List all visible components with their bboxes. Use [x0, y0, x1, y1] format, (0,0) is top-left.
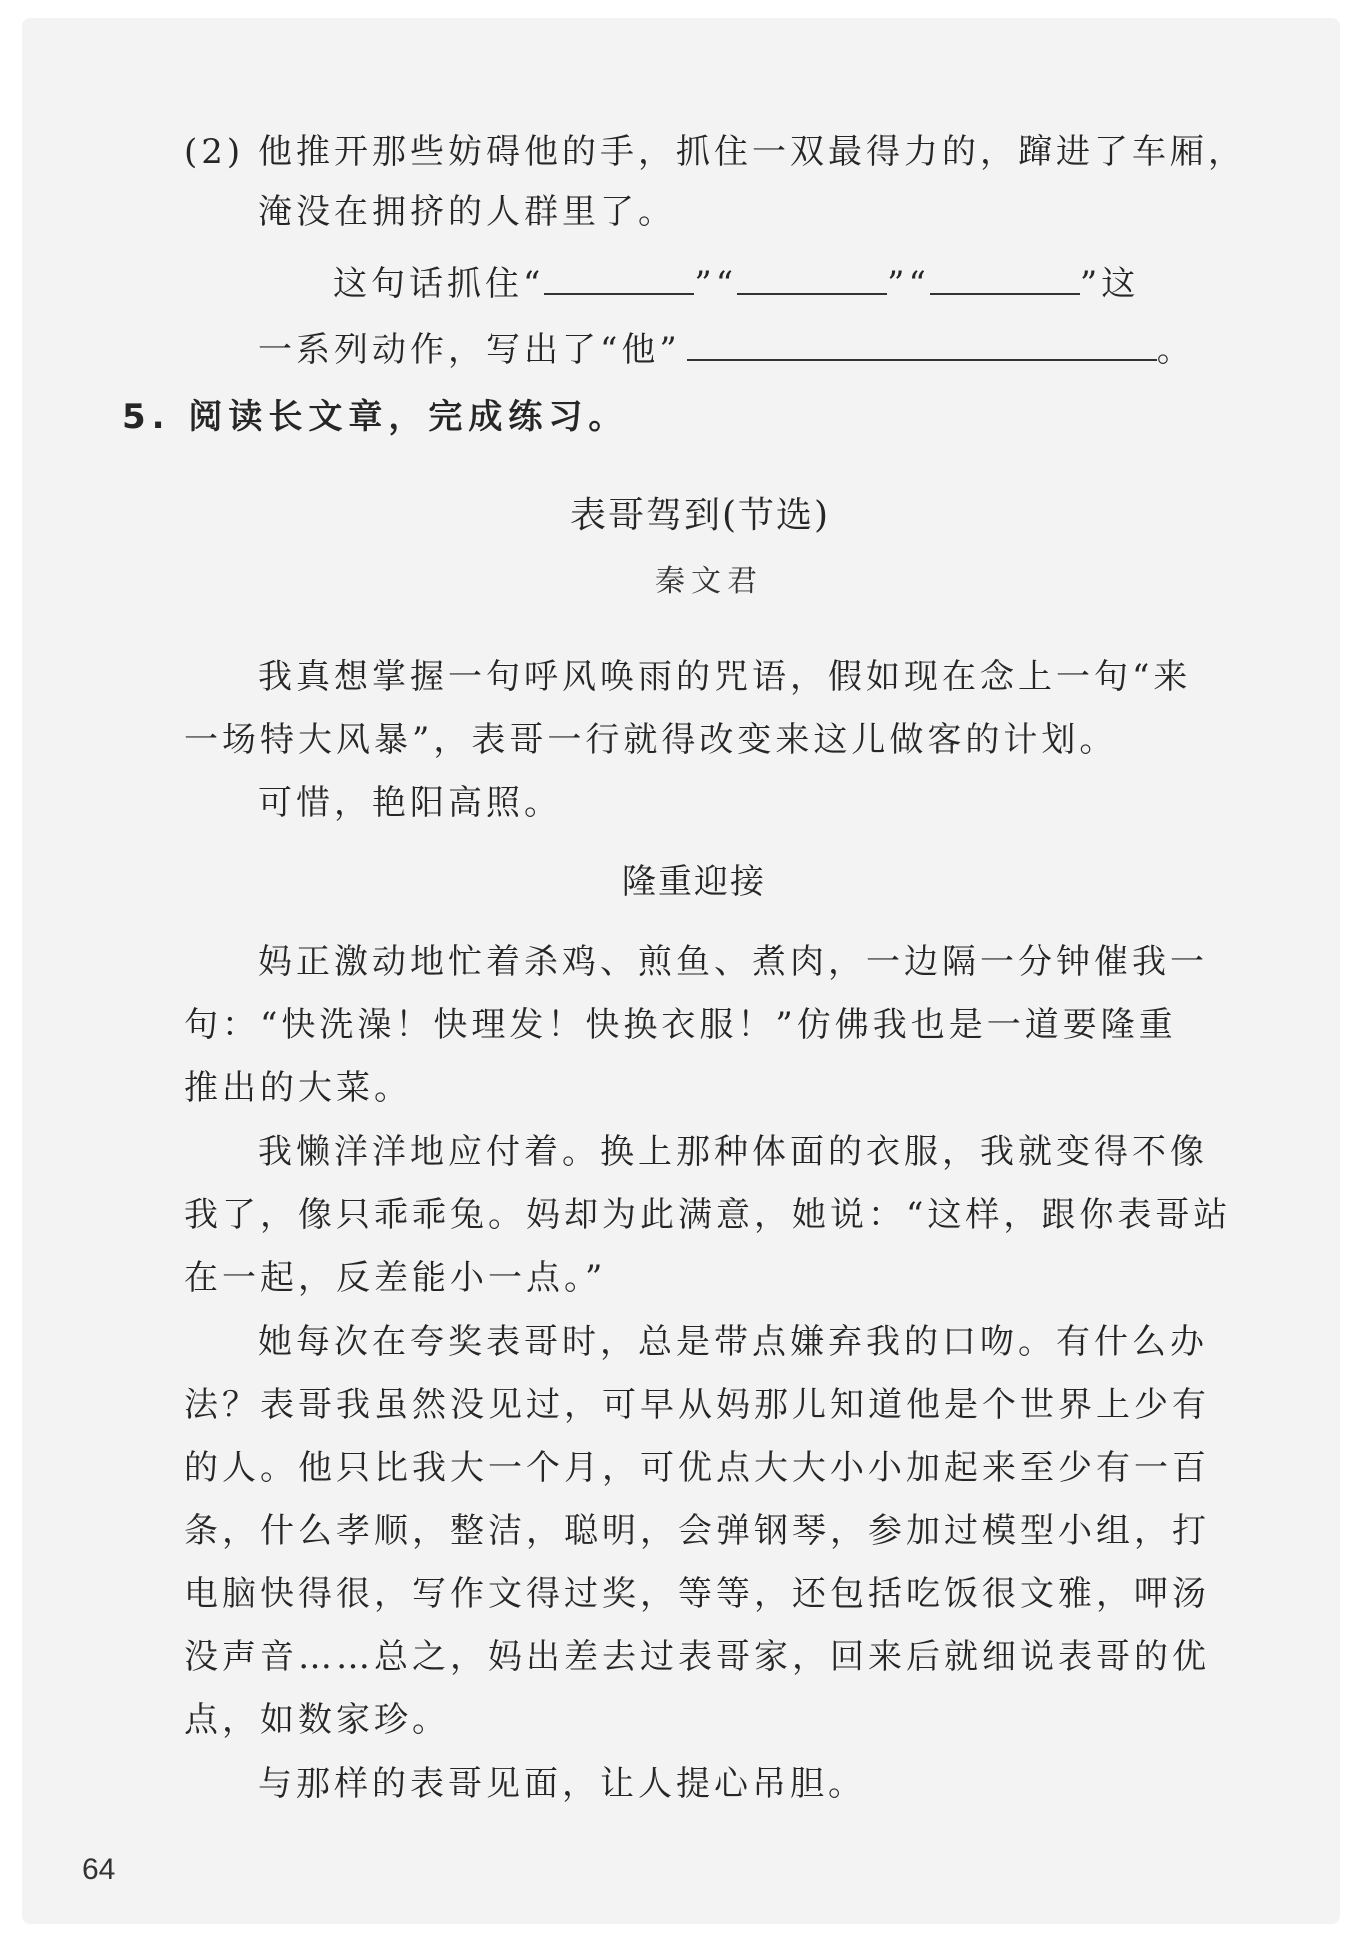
item-text-line-1: 他推开那些妨碍他的手，抓住一双最得力的，蹿进了车厢， — [258, 132, 1246, 172]
article-title: 表哥驾到(节选) — [570, 495, 831, 536]
fill-in-line-1 — [333, 262, 1139, 306]
paragraph-line: 在一起，反差能小一点。” — [184, 1258, 607, 1298]
section-title: 隆重迎接 — [622, 862, 766, 902]
fill-text: 一系列动作，写出了“他” — [258, 330, 681, 370]
answer-blank-1[interactable] — [544, 263, 694, 295]
paragraph-line: 可惜，艳阳高照。 — [258, 783, 562, 823]
article-author: 秦文君 — [655, 564, 763, 599]
fill-text: 。 — [1156, 330, 1195, 370]
paragraph-line: 点，如数家珍。 — [184, 1700, 450, 1740]
answer-blank-2[interactable] — [737, 263, 887, 295]
question-5-heading: 5. 阅读长文章，完成练习。 — [122, 397, 629, 437]
item-text-line-2: 淹没在拥挤的人群里了。 — [258, 192, 676, 232]
fill-text: ”“ — [887, 264, 930, 304]
paragraph-line: 我真想掌握一句呼风唤雨的咒语，假如现在念上一句“来 — [258, 657, 1192, 697]
page-number: 64 — [82, 1853, 116, 1886]
paragraph-line: 与那样的表哥见面，让人提心吊胆。 — [258, 1764, 866, 1804]
paragraph-line: 一场特大风暴”，表哥一行就得改变来这儿做客的计划。 — [184, 720, 1118, 760]
fill-text: ”这 — [1079, 264, 1140, 304]
answer-blank-3[interactable] — [930, 263, 1080, 295]
paragraph-line: 她每次在夸奖表哥时，总是带点嫌弃我的口吻。有什么办 — [258, 1322, 1208, 1362]
paragraph-line: 我懒洋洋地应付着。换上那种体面的衣服，我就变得不像 — [258, 1132, 1208, 1172]
paragraph-line: 句：“快洗澡！快理发！快换衣服！”仿佛我也是一道要隆重 — [184, 1005, 1177, 1045]
paragraph-line: 法？表哥我虽然没见过，可早从妈那儿知道他是个世界上少有 — [184, 1385, 1210, 1425]
answer-blank-4[interactable] — [687, 329, 1157, 361]
paragraph-line: 妈正激动地忙着杀鸡、煎鱼、煮肉，一边隔一分钟催我一 — [258, 942, 1208, 982]
item-label: (2) — [184, 132, 245, 172]
paragraph-line: 的人。他只比我大一个月，可优点大大小小加起来至少有一百 — [184, 1448, 1210, 1488]
paragraph-line: 条，什么孝顺，整洁，聪明，会弹钢琴，参加过模型小组，打 — [184, 1511, 1210, 1551]
paragraph-line: 电脑快得很，写作文得过奖，等等，还包括吃饭很文雅，呷汤 — [184, 1574, 1210, 1614]
fill-text: 这句话抓住“ — [333, 264, 545, 304]
fill-in-line-2 — [258, 328, 1195, 372]
paragraph-line: 我了，像只乖乖兔。妈却为此满意，她说：“这样，跟你表哥站 — [184, 1195, 1232, 1235]
fill-text: ”“ — [694, 264, 738, 304]
paragraph-line: 没声音……总之，妈出差去过表哥家，回来后就细说表哥的优 — [184, 1637, 1210, 1677]
paragraph-line: 推出的大菜。 — [184, 1068, 412, 1108]
